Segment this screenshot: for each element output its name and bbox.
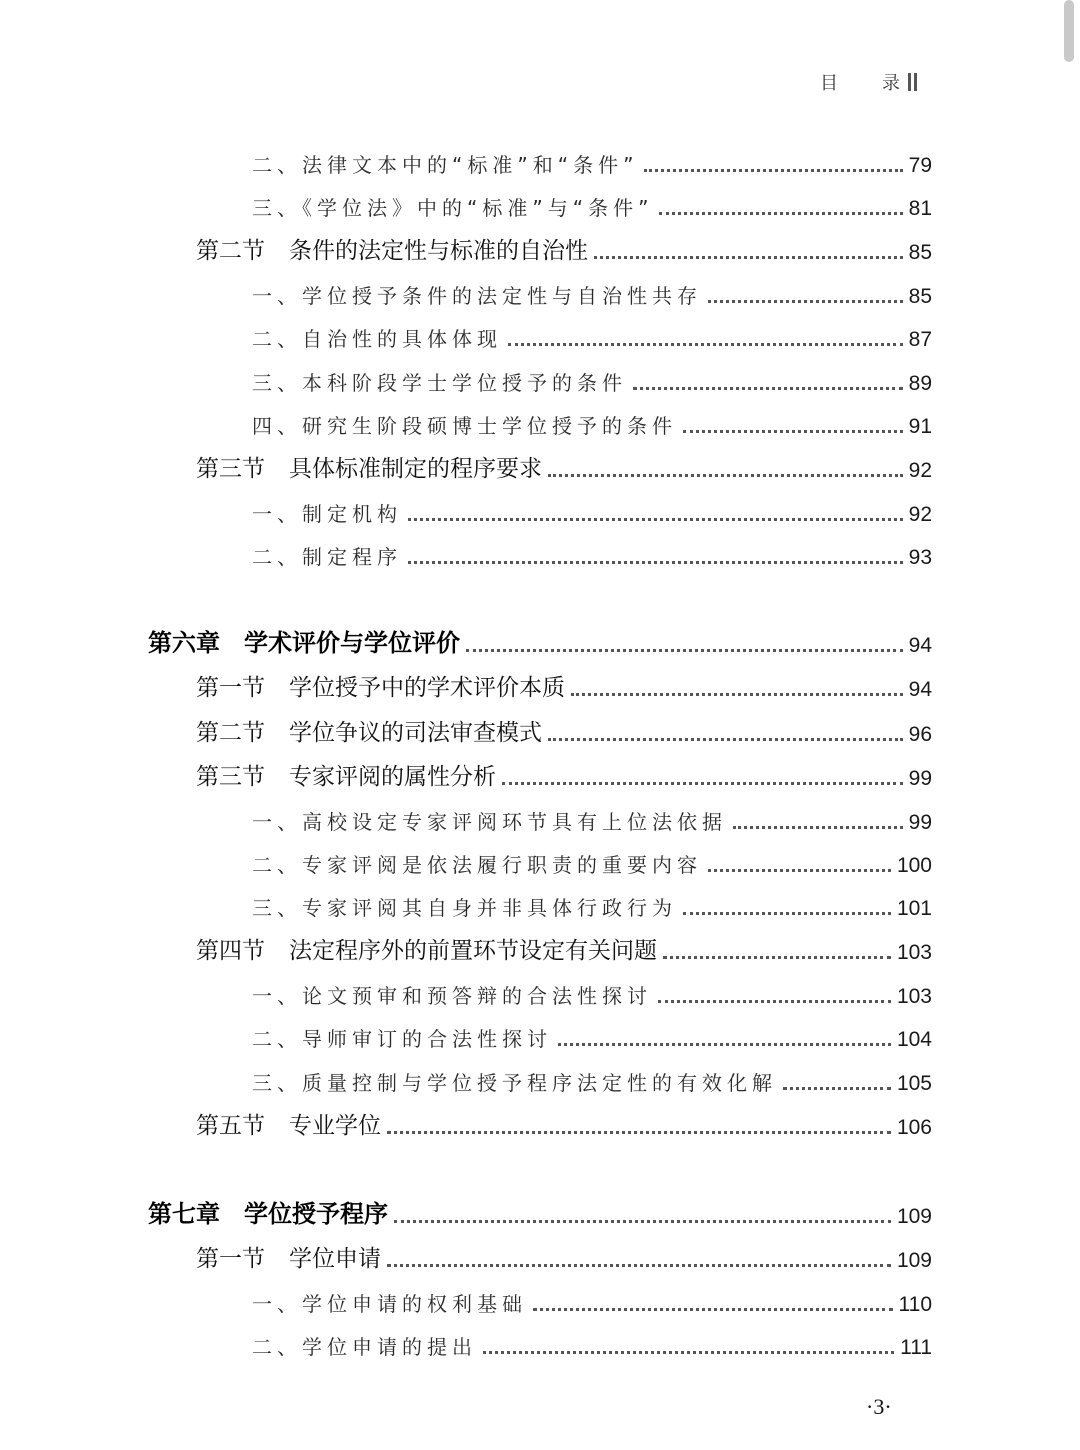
toc-entry-item[interactable] [252,1287,932,1317]
dot-leader [502,782,903,785]
dot-leader [387,1264,891,1267]
dot-leader [783,1087,891,1090]
toc-entry-page: 79 [908,154,932,177]
toc-entry-title [252,541,402,570]
toc-entry-title [252,1331,477,1360]
toc-entry-title [252,892,677,921]
toc-entry-title [196,714,542,747]
toc-entry-label: 第三节 [196,456,265,482]
toc-entry-item[interactable] [252,1330,932,1360]
dot-leader [633,387,903,390]
toc-entry-page: 91 [908,415,932,438]
dot-leader [548,738,903,741]
toc-entry-title [196,450,542,483]
dot-leader [659,212,902,215]
toc-entry-text: 专业学位 [289,1113,381,1139]
dot-leader [394,1220,891,1223]
toc-entry-text: 一、高校设定专家评阅环节具有上位法依据 [252,810,727,834]
toc-entry-title [252,849,702,878]
toc-entry-chapter[interactable] [148,1199,932,1229]
toc-entry-page: 92 [908,503,932,526]
toc-entry-section[interactable] [196,672,932,702]
toc-entry-page: 110 [898,1293,932,1316]
toc-entry-label: 第七章 [148,1199,220,1228]
toc-entry-page: 105 [896,1072,932,1095]
toc-entry-text: 二、制定程序 [252,545,402,569]
toc-entry-label: 第五节 [196,1113,265,1139]
toc-entry-page: 104 [896,1028,932,1051]
dot-leader [644,169,902,172]
toc-entry-text: 法定程序外的前置环节设定有关问题 [289,938,657,964]
toc-entry-title [196,1240,381,1273]
toc-entry-text: 四、研究生阶段硕博士学位授予的条件 [252,414,677,438]
toc-entry-title [252,367,627,396]
toc-entry-title [252,149,638,178]
dot-leader [708,300,903,303]
dot-leader [683,912,891,915]
toc-entry-text: 二、学位申请的提出 [252,1335,477,1359]
toc-entry-page: 100 [896,854,932,877]
dot-leader [408,518,903,521]
toc-entry-item[interactable] [252,409,932,439]
toc-entry-title [252,280,702,309]
toc-entry-text: 学位授予中的学术评价本质 [289,675,565,701]
dot-leader [387,1131,891,1134]
toc-entry-page: 94 [908,634,932,657]
toc-entry-page: 99 [908,767,932,790]
toc-entry-title [252,1067,777,1096]
toc-entry-text: 条件的法定性与标准的自治性 [289,238,588,264]
toc-entry-text: 三、本科阶段学士学位授予的条件 [252,371,627,395]
dot-leader [663,956,891,959]
toc-entry-item[interactable] [252,279,932,309]
toc-entry-page: 89 [908,372,932,395]
toc-entry-item[interactable] [252,366,932,396]
toc-entry-page: 103 [896,941,932,964]
dot-leader [571,693,903,696]
toc-entry-text: 学位授予程序 [244,1199,388,1228]
dot-leader [483,1351,894,1354]
toc-entry-page: 111 [900,1336,932,1359]
toc-entry-text: 学术评价与学位评价 [244,628,460,657]
toc-entry-chapter[interactable] [148,628,932,658]
toc-entry-section[interactable] [196,717,932,747]
toc-entry-title [252,1288,527,1317]
toc-entry-page: 85 [908,241,932,264]
dot-leader [548,474,903,477]
header-char-1: 目 [820,73,838,94]
toc-entry-title [252,980,652,1009]
toc-entry-label: 第六章 [148,628,220,657]
toc-entry-section[interactable] [196,235,932,265]
toc-entry-title [252,498,402,527]
toc-entry-title [252,1023,552,1052]
toc-entry-item[interactable] [252,805,932,835]
toc-entry-item[interactable] [252,1066,932,1096]
dot-leader [466,649,903,652]
toc-entry-page: 101 [896,897,932,920]
toc-entry-item[interactable] [252,979,932,1009]
toc-entry-page: 81 [908,197,932,220]
toc-entry-text: 一、学位授予条件的法定性与自治性共存 [252,284,702,308]
dot-leader [658,1000,891,1003]
toc-entry-label: 第三节 [196,764,265,790]
toc-entry-section[interactable] [196,453,932,483]
toc-entry-item[interactable] [252,497,932,527]
toc-entry-page: 94 [908,678,932,701]
toc-entry-item[interactable] [252,191,932,221]
toc-entry-label: 第一节 [196,1246,265,1272]
toc-entry-text: 二、法律文本中的“标准”和“条件” [252,153,639,177]
toc-entry-section[interactable] [196,1110,932,1140]
toc-entry-item[interactable] [252,1022,932,1052]
toc-entry-label: 第四节 [196,938,265,964]
dot-leader [533,1308,893,1311]
toc-entry-item[interactable] [252,540,932,570]
toc-entry-text: 三、专家评阅其自身并非具体行政行为 [252,896,677,920]
toc-entry-page: 92 [908,459,932,482]
toc-entry-text: 一、制定机构 [252,502,402,526]
toc-entry-text: 二、专家评阅是依法履行职责的重要内容 [252,853,702,877]
toc-entry-section[interactable] [196,1243,932,1273]
toc-entry-title [148,623,460,658]
toc-entry-title [148,1194,388,1229]
toc-entry-page: 106 [896,1116,932,1139]
toc-entry-page: 93 [908,546,932,569]
toc-entry-title [196,1107,381,1140]
toc-entry-text: 三、《学位法》中的“标准”与“条件” [252,196,654,220]
dot-leader [558,1043,891,1046]
toc-entry-text: 学位申请 [289,1246,381,1272]
toc-entry-page: 87 [908,328,932,351]
toc-entry-title [252,192,653,221]
toc-entry-text: 具体标准制定的程序要求 [289,456,542,482]
toc-entry-page: 99 [908,811,932,834]
toc-entry-text: 三、质量控制与学位授予程序法定性的有效化解 [252,1071,777,1095]
toc-entry-title [196,669,565,702]
toc-entry-item[interactable] [252,148,932,178]
toc-entry-page: 85 [908,285,932,308]
header-char-2: 录 [882,73,900,94]
toc-entry-item[interactable] [252,322,932,352]
toc-entry-text: 学位争议的司法审查模式 [289,720,542,746]
toc-entry-page: 109 [896,1205,932,1228]
toc-entry-text: 二、自治性的具体体现 [252,327,502,351]
toc-entry-text: 专家评阅的属性分析 [289,764,496,790]
dot-leader [594,256,903,259]
toc-entry-page: 103 [896,985,932,1008]
toc-entry-label: 第二节 [196,238,265,264]
toc-entry-section[interactable] [196,761,932,791]
toc-entry-title [252,806,727,835]
toc-entry-item[interactable] [252,891,932,921]
toc-entry-label: 第一节 [196,675,265,701]
toc-entry-title [252,323,502,352]
toc-entry-section[interactable] [196,935,932,965]
toc-entry-label: 第二节 [196,720,265,746]
toc-entry-page: 109 [896,1249,932,1272]
toc-entry-title [252,410,677,439]
dot-leader [733,826,903,829]
dot-leader [683,430,903,433]
toc-entry-text: 一、论文预审和预答辩的合法性探讨 [252,984,652,1008]
toc-entry-page: 96 [908,723,932,746]
toc-entry-text: 二、导师审订的合法性探讨 [252,1027,552,1051]
toc-entry-title [196,932,657,965]
dot-leader [708,869,891,872]
dot-leader [508,343,903,346]
toc-entry-title [196,232,588,265]
page-number: ·3· [866,1394,892,1419]
dot-leader [408,561,903,564]
toc-entry-item[interactable] [252,848,932,878]
toc-entry-text: 一、学位申请的权利基础 [252,1292,527,1316]
toc-entry-title [196,758,496,791]
